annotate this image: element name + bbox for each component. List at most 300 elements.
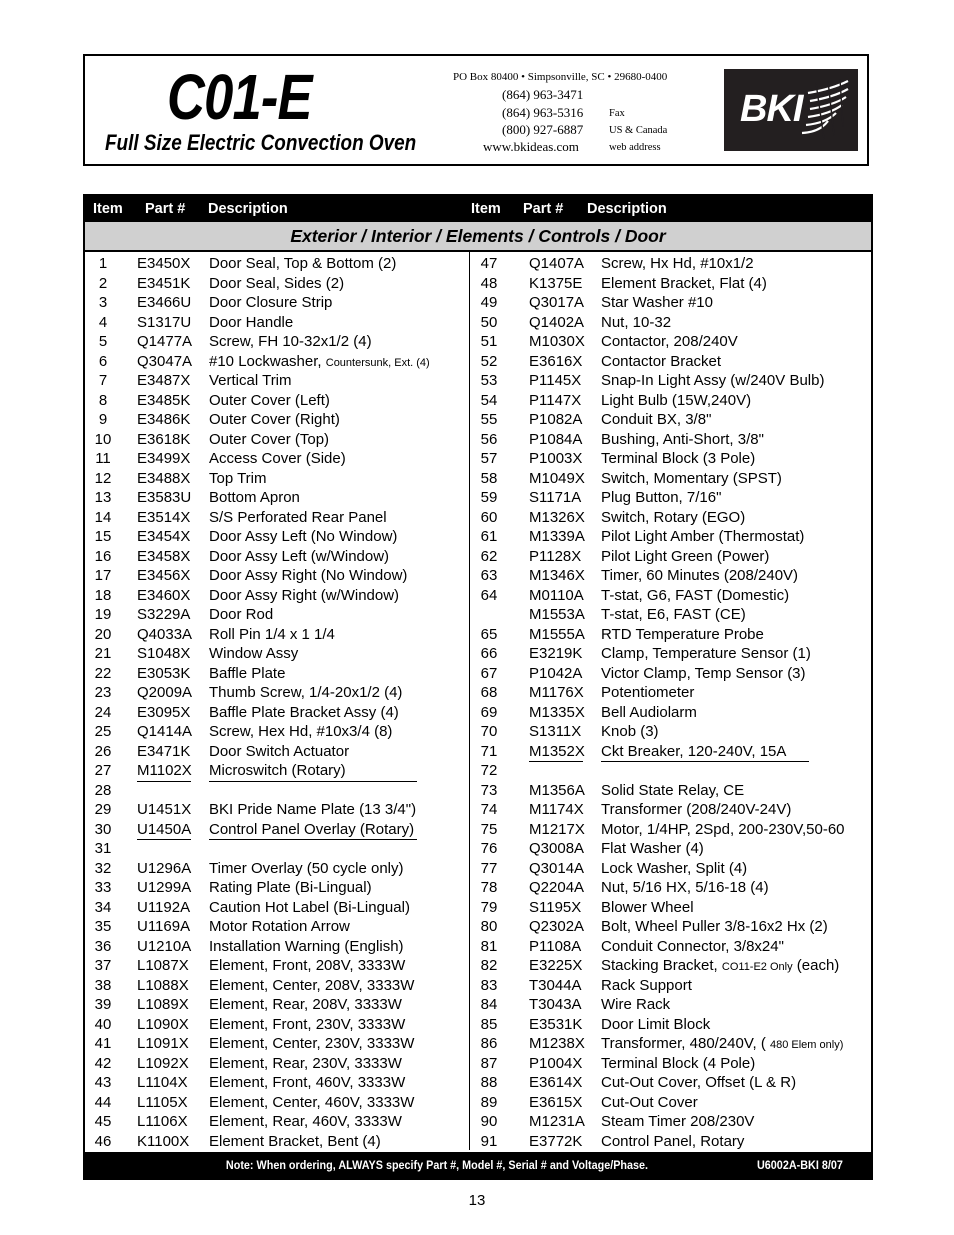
part-description (209, 469, 267, 489)
table-row (470, 1073, 871, 1093)
part-description (209, 313, 293, 333)
description-text: Installation Warning (English) (209, 937, 404, 955)
table-row (85, 274, 469, 294)
item-number: 79 (480, 898, 498, 916)
description-text: Cut-Out Cover (601, 1093, 698, 1111)
header-box (83, 54, 869, 166)
description-text: Contactor, 208/240V (601, 333, 738, 350)
table-row (470, 1132, 871, 1152)
table-row (85, 332, 469, 352)
table-row (470, 508, 871, 528)
description-text: Plug Button, 7/16" (601, 489, 722, 506)
table-row (85, 722, 469, 742)
part-description (601, 722, 659, 742)
description-text: Control Panel, Rotary (601, 1132, 745, 1150)
table-row (85, 956, 469, 976)
item-number: 38 (94, 976, 112, 994)
description-text: Terminal Block (3 Pole) (601, 450, 756, 467)
part-description (601, 469, 782, 489)
part-number: M1102X (137, 762, 192, 779)
part-number: M1217X (529, 820, 585, 838)
item-number: 58 (480, 469, 498, 487)
part-description (209, 293, 332, 313)
part-description (209, 508, 387, 528)
part-description (209, 703, 399, 723)
item-number: 83 (480, 976, 498, 994)
item-number: 32 (94, 859, 112, 877)
table-row (85, 469, 469, 489)
description-text: Victor Clamp, Temp Sensor (3) (601, 664, 806, 682)
part-number: E3618K (137, 430, 191, 448)
item-number: 77 (480, 859, 498, 877)
table-row (85, 1073, 469, 1093)
description-text: Timer, 60 Minutes (208/240V) (601, 567, 799, 584)
item-number: 4 (98, 313, 108, 331)
table-row (470, 332, 871, 352)
description-text: Contactor Bracket (601, 352, 722, 370)
table-row (85, 644, 469, 664)
part-description (209, 547, 389, 567)
part-description (601, 1112, 754, 1132)
part-description (209, 917, 350, 937)
item-number: 12 (94, 469, 112, 487)
table-row (470, 937, 871, 957)
item-number: 3 (98, 294, 108, 311)
header-part: Part # (523, 201, 564, 217)
part-number: U1296A (137, 859, 192, 877)
description-text: Terminal Block (4 Pole) (601, 1054, 756, 1072)
bki-logo (724, 69, 858, 151)
item-number: 10 (94, 430, 112, 448)
part-description (601, 1054, 755, 1074)
part-description (209, 391, 330, 411)
table-row (470, 527, 871, 547)
item-number: 44 (94, 1093, 112, 1111)
part-number: M1238X (529, 1035, 585, 1052)
table-row (85, 391, 469, 411)
description-text: Screw, FH 10-32x1/2 (4) (209, 333, 372, 350)
blank-description-line (209, 781, 417, 782)
description-text: Transformer (208/240V-24V) (601, 801, 792, 818)
description-text: Blower Wheel (601, 898, 694, 916)
part-number: E3219K (529, 645, 583, 662)
description-text: Pilot Light Amber (Thermostat) (601, 528, 805, 545)
item-number: 87 (480, 1054, 498, 1072)
part-description (209, 664, 285, 684)
item-number: 19 (94, 606, 112, 623)
description-text: Door Handle (209, 313, 294, 331)
item-number: 73 (480, 781, 498, 799)
fax-number: (864) 963-5316 (502, 105, 584, 120)
part-description (601, 683, 694, 703)
table-row (85, 664, 469, 684)
web-address: www.bkideas.com (483, 139, 579, 154)
part-number: S3229A (137, 606, 191, 623)
table-row (470, 410, 871, 430)
table-row (470, 371, 871, 391)
header-part: Part # (145, 201, 186, 217)
item-number: 71 (480, 742, 498, 760)
part-description (601, 1093, 698, 1113)
table-row (85, 761, 469, 781)
part-number: Q1414A (137, 723, 193, 740)
product-subtitle: Full Size Electric Convection Oven (105, 130, 417, 155)
table-row (470, 274, 871, 294)
part-number: Q3014A (529, 859, 585, 877)
table-row (85, 995, 469, 1015)
part-number: E3615X (529, 1093, 583, 1111)
item-number: 61 (480, 528, 498, 545)
description-text: Light Bulb (15W,240V) (601, 391, 752, 409)
item-number: 42 (94, 1054, 112, 1072)
table-row (470, 547, 871, 567)
part-description (601, 274, 767, 294)
item-number: 33 (94, 879, 112, 896)
part-number: S1317U (137, 313, 192, 331)
description-text: Element, Front, 230V, 3333W (209, 1015, 406, 1033)
part-description (601, 430, 764, 450)
description-text: Element, Center, 460V, 3333W (209, 1093, 415, 1111)
item-number: 78 (480, 879, 498, 896)
item-number: 81 (480, 937, 498, 955)
table-row (85, 800, 469, 820)
item-number: 90 (480, 1113, 498, 1130)
table-row (85, 937, 469, 957)
item-number: 27 (94, 762, 112, 779)
description-text: Element, Front, 460V, 3333W (209, 1074, 406, 1091)
right-column (470, 254, 871, 1151)
part-description (601, 527, 804, 547)
part-number: Q1477A (137, 333, 193, 350)
part-number: U1299A (137, 879, 192, 896)
item-number: 84 (480, 996, 498, 1013)
part-number: E3614X (529, 1074, 583, 1091)
table-row (470, 625, 871, 645)
part-description (209, 586, 399, 606)
description-text: Door Closure Strip (209, 294, 333, 311)
part-number: M1335X (529, 703, 585, 721)
toll-free-label: US & Canada (609, 125, 668, 136)
table-row (85, 703, 469, 723)
table-row (85, 917, 469, 937)
header-description: Description (587, 201, 667, 217)
part-description (601, 313, 671, 333)
table-row (85, 352, 469, 372)
table-row (85, 313, 469, 333)
item-number: 21 (94, 645, 112, 662)
table-row (470, 742, 871, 762)
part-description (601, 586, 789, 606)
item-number: 24 (94, 703, 112, 721)
part-description (601, 995, 670, 1015)
table-row (470, 469, 871, 489)
table-row (85, 605, 469, 625)
description-text: Window Assy (209, 645, 299, 662)
item-number: 56 (480, 430, 498, 448)
description-text: Outer Cover (Right) (209, 411, 340, 428)
description-text: Door Assy Right (No Window) (209, 567, 408, 584)
part-description (209, 332, 372, 352)
part-number: L1104X (137, 1074, 188, 1091)
item-number: 6 (98, 352, 108, 370)
part-number: M1326X (529, 508, 585, 526)
part-description (601, 547, 769, 567)
logo-wing-icon (724, 69, 858, 151)
logo-text: BKI (740, 88, 803, 130)
part-number: Q3017A (529, 294, 585, 311)
part-description (601, 976, 692, 996)
table-row (85, 781, 469, 801)
part-description (601, 566, 798, 586)
part-description (601, 1132, 744, 1152)
part-description (601, 293, 713, 313)
description-text: Knob (3) (601, 723, 659, 740)
item-number: 9 (98, 411, 108, 428)
description-text: T-stat, G6, FAST (Domestic) (601, 586, 790, 604)
item-number: 7 (98, 372, 108, 389)
description-note: Countersunk, Ext. (4) (325, 356, 430, 369)
address: PO Box 80400 • Simpsonville, SC • 29680-0400 (453, 71, 668, 83)
part-number: Q4033A (137, 625, 193, 643)
description-text: Bottom Apron (209, 489, 300, 506)
table-row (470, 430, 871, 450)
description-text: Caution Hot Label (Bi-Lingual) (209, 898, 410, 916)
item-number: 29 (94, 801, 112, 818)
part-description (601, 605, 746, 625)
item-number: 36 (94, 937, 112, 955)
part-description (601, 898, 694, 918)
part-number: M1176X (529, 684, 584, 701)
table-row (470, 313, 871, 333)
item-number: 28 (94, 781, 112, 799)
part-number: E3471K (137, 742, 191, 760)
part-number: T3044A (529, 976, 582, 994)
page-number: 13 (468, 1192, 486, 1209)
description-text: Baffle Plate (209, 664, 286, 682)
table-row (470, 722, 871, 742)
part-number: L1088X (137, 976, 189, 994)
part-number: P1108A (529, 937, 582, 955)
description-text: Motor, 1/4HP, 2Spd, 200-230V,50-60 (601, 820, 845, 838)
part-description (209, 820, 414, 840)
part-description (209, 566, 407, 586)
part-description (209, 742, 349, 762)
part-description (209, 625, 335, 645)
part-description (209, 859, 404, 879)
description-text: S/S Perforated Rear Panel (209, 508, 387, 526)
table-row (470, 293, 871, 313)
table-row (470, 839, 871, 859)
part-number: U1210A (137, 937, 192, 955)
item-number: 41 (94, 1035, 112, 1052)
part-description (209, 644, 298, 664)
part-number: M1553A (529, 606, 585, 623)
part-description (209, 449, 346, 469)
part-number: L1091X (137, 1035, 189, 1052)
part-description (601, 644, 811, 664)
item-number: 26 (94, 742, 112, 760)
table-row (85, 449, 469, 469)
description-text: Door Seal, Sides (2) (209, 274, 345, 292)
part-number: E3454X (137, 528, 191, 545)
item-number: 34 (94, 898, 112, 916)
part-number: Q2302A (529, 918, 585, 935)
toll-free-number: (800) 927-6887 (502, 122, 584, 137)
part-number: S1311X (529, 723, 582, 740)
table-row (85, 586, 469, 606)
description-text: Timer Overlay (50 cycle only) (209, 859, 404, 877)
description-text: Screw, Hx Hd, #10x1/2 (601, 255, 754, 272)
part-number: U1450A (137, 820, 192, 838)
part-description (601, 937, 784, 957)
table-row (470, 1112, 871, 1132)
part-description (601, 410, 711, 430)
part-number: M1174X (529, 801, 584, 818)
table-row (470, 566, 871, 586)
description-text: Lock Washer, Split (4) (601, 859, 748, 877)
document-reference: U6002A-BKI 8/07 (757, 1158, 843, 1172)
part-description (601, 956, 839, 978)
table-row (470, 761, 871, 781)
item-number: 39 (94, 996, 112, 1013)
table-row (470, 800, 871, 820)
part-number: K1100X (137, 1132, 190, 1150)
item-number: 70 (480, 723, 498, 740)
part-description (209, 352, 430, 374)
part-description (209, 1093, 414, 1113)
footer-bar (85, 1152, 871, 1178)
description-text: Star Washer #10 (601, 294, 713, 311)
part-description (601, 449, 755, 469)
description-text: Pilot Light Green (Power) (601, 547, 770, 565)
parts-table (83, 194, 873, 1180)
blank-part-line (137, 781, 191, 782)
description-text: Nut, 5/16 HX, 5/16-18 (4) (601, 879, 769, 896)
part-description (209, 1132, 381, 1152)
part-description (601, 820, 845, 840)
part-description (601, 742, 786, 762)
part-description (601, 800, 791, 820)
item-number: 49 (480, 294, 498, 311)
part-description (601, 254, 754, 274)
part-description (209, 430, 329, 450)
description-text: #10 Lockwasher, (209, 352, 322, 370)
table-row (85, 839, 469, 859)
part-number: L1087X (137, 957, 189, 974)
part-description (209, 683, 402, 703)
part-description (209, 527, 397, 547)
description-text: Stacking Bracket, (601, 957, 718, 974)
part-description (209, 722, 392, 742)
description-text: Switch, Rotary (EGO) (601, 508, 746, 526)
part-description (209, 410, 340, 430)
description-text: Element, Front, 208V, 3333W (209, 957, 406, 974)
table-row (470, 1054, 871, 1074)
blank-description-line (601, 761, 809, 762)
description-text: Screw, Hex Hd, #10x3/4 (8) (209, 723, 393, 740)
description-text: Door Assy Left (No Window) (209, 528, 398, 545)
table-row (85, 527, 469, 547)
item-number: 88 (480, 1074, 498, 1091)
item-number: 16 (94, 547, 112, 565)
description-text: Potentiometer (601, 684, 695, 701)
item-number: 74 (480, 801, 498, 818)
part-number: E3488X (137, 469, 191, 487)
item-number: 85 (480, 1015, 498, 1033)
table-row (470, 703, 871, 723)
description-text: Outer Cover (Left) (209, 391, 330, 409)
item-number: 11 (95, 450, 111, 467)
description-text: Element Bracket, Flat (4) (601, 274, 767, 292)
part-number: E3514X (137, 508, 191, 526)
table-row (470, 644, 871, 664)
part-number: P1042A (529, 664, 583, 682)
part-description (209, 1112, 402, 1132)
description-text: Door Rod (209, 606, 274, 623)
description-text: Vertical Trim (209, 372, 292, 389)
part-description (209, 1034, 414, 1054)
description-text: Element, Center, 230V, 3333W (209, 1035, 415, 1052)
description-text: Outer Cover (Top) (209, 430, 330, 448)
part-number: M1030X (529, 333, 585, 350)
part-description (601, 508, 745, 528)
part-description (601, 1034, 843, 1056)
item-number: 45 (94, 1113, 112, 1130)
table-row (85, 293, 469, 313)
description-text: Door Switch Actuator (209, 742, 350, 760)
part-description (601, 371, 824, 391)
table-row (85, 1093, 469, 1113)
description-text: Door Seal, Top & Bottom (2) (209, 255, 397, 272)
part-description (209, 371, 292, 391)
table-row (85, 410, 469, 430)
item-number: 8 (98, 391, 108, 409)
item-number: 72 (480, 762, 498, 779)
part-number: E3485K (137, 391, 191, 409)
table-row (470, 391, 871, 411)
table-row (85, 547, 469, 567)
item-number: 89 (480, 1093, 498, 1111)
description-text: Ckt Breaker, 120-240V, 15A (601, 742, 787, 760)
item-number: 55 (480, 411, 498, 428)
item-number: 75 (480, 820, 498, 838)
table-row (85, 1054, 469, 1074)
part-number: P1147X (529, 391, 582, 409)
blank-description-line (209, 839, 417, 840)
part-number: P1082A (529, 411, 583, 428)
description-text: Cut-Out Cover, Offset (L & R) (601, 1074, 797, 1091)
table-row (470, 488, 871, 508)
part-number: T3043A (529, 996, 582, 1013)
part-number: P1003X (529, 450, 583, 467)
part-number: E3458X (137, 547, 191, 565)
part-description (601, 332, 738, 352)
item-number: 35 (94, 918, 112, 935)
description-text: Element Bracket, Bent (4) (209, 1132, 381, 1150)
item-number: 66 (480, 645, 498, 662)
item-number: 59 (480, 489, 498, 506)
table-row (85, 1112, 469, 1132)
section-heading: Exterior / Interior / Elements / Controls / Door (85, 222, 871, 252)
table-row (85, 683, 469, 703)
part-number: U1169A (137, 918, 191, 935)
table-row (85, 625, 469, 645)
description-text: Microswitch (Rotary) (209, 762, 346, 779)
part-number: M1231A (529, 1113, 585, 1130)
part-number: M1352X (529, 742, 585, 760)
table-row (470, 586, 871, 606)
part-description (209, 274, 344, 294)
